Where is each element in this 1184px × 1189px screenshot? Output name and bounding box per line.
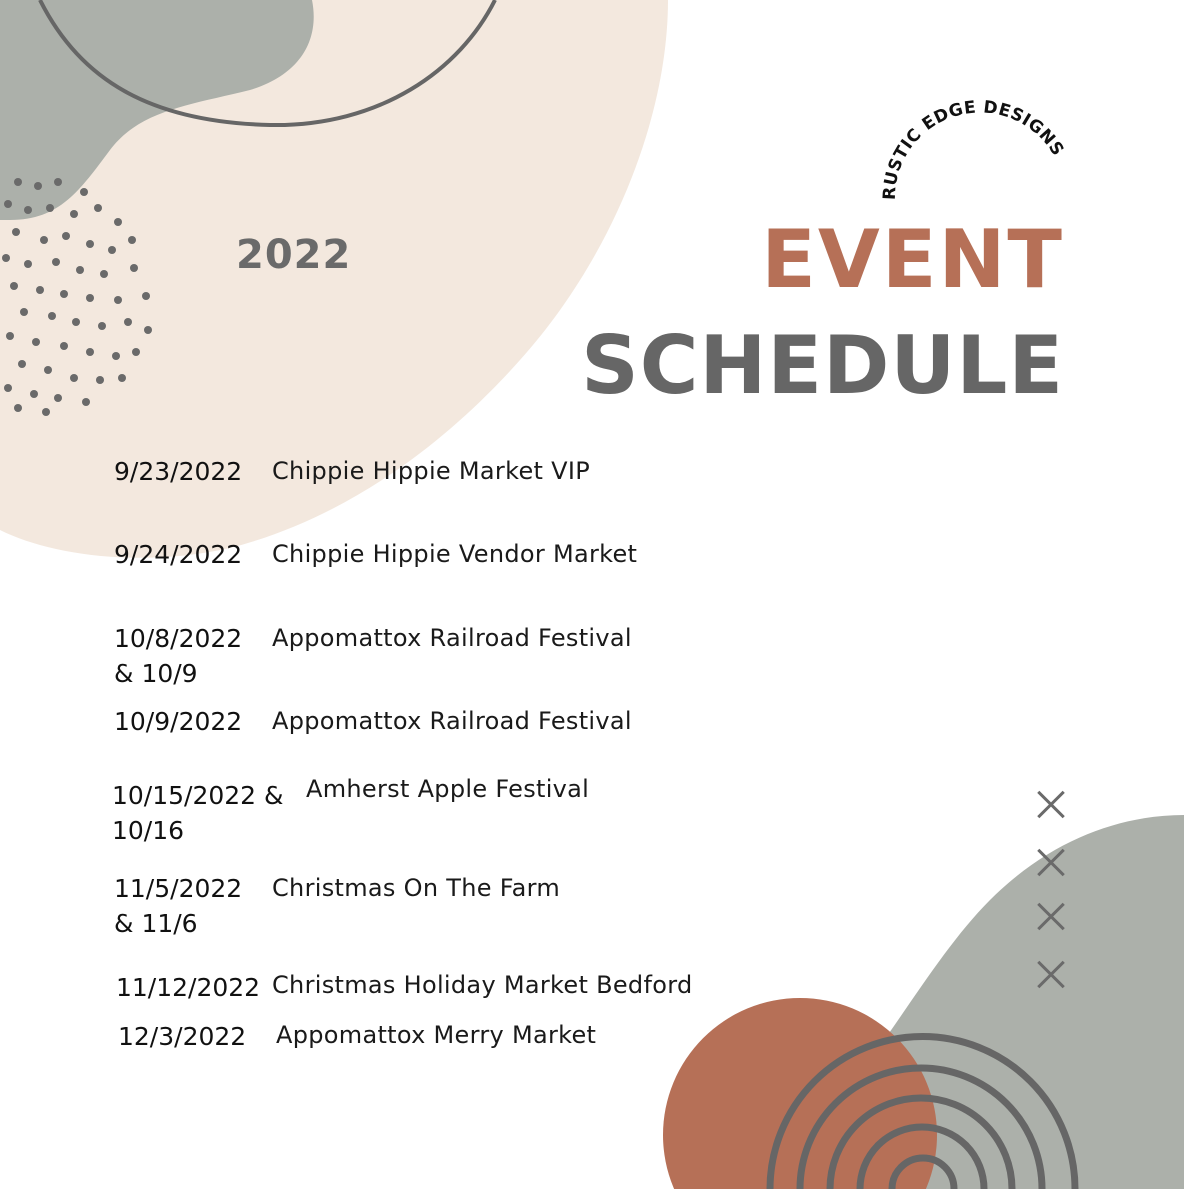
event-date: 11/12/2022 (116, 973, 261, 1002)
year-label: 2022 (236, 232, 352, 278)
event-name: Christmas Holiday Market Bedford (272, 971, 693, 999)
event-name: Appomattox Merry Market (276, 1021, 597, 1049)
x-mark-icon (1037, 791, 1065, 819)
event-name: Chippie Hippie Market VIP (272, 457, 591, 485)
x-mark-icon (1037, 961, 1065, 989)
title-event: EVENT (761, 213, 1064, 306)
event-name: Appomattox Railroad Festival (272, 707, 632, 735)
x-mark-icon (1037, 903, 1065, 931)
event-name: Christmas On The Farm (272, 874, 561, 902)
event-date: 10/8/2022 (114, 624, 243, 653)
event-name: Chippie Hippie Vendor Market (272, 540, 638, 568)
event-date: 12/3/2022 (118, 1022, 247, 1051)
event-date: 9/23/2022 (114, 457, 243, 486)
event-date: 10/15/2022 & (112, 781, 284, 810)
event-name: Appomattox Railroad Festival (272, 624, 632, 652)
event-name: Amherst Apple Festival (306, 775, 590, 803)
event-date-secondary: & 11/6 (114, 909, 198, 938)
event-date: 9/24/2022 (114, 540, 243, 569)
brand-arc-text (880, 97, 1068, 200)
event-date: 10/9/2022 (114, 707, 243, 736)
event-date-secondary: & 10/9 (114, 659, 198, 688)
event-date-secondary: 10/16 (112, 816, 185, 845)
title-schedule: SCHEDULE (581, 319, 1064, 412)
x-mark-icon (1037, 849, 1065, 877)
event-date: 11/5/2022 (114, 874, 243, 903)
brand-name: RUSTIC EDGE DESIGNS (879, 97, 1068, 201)
